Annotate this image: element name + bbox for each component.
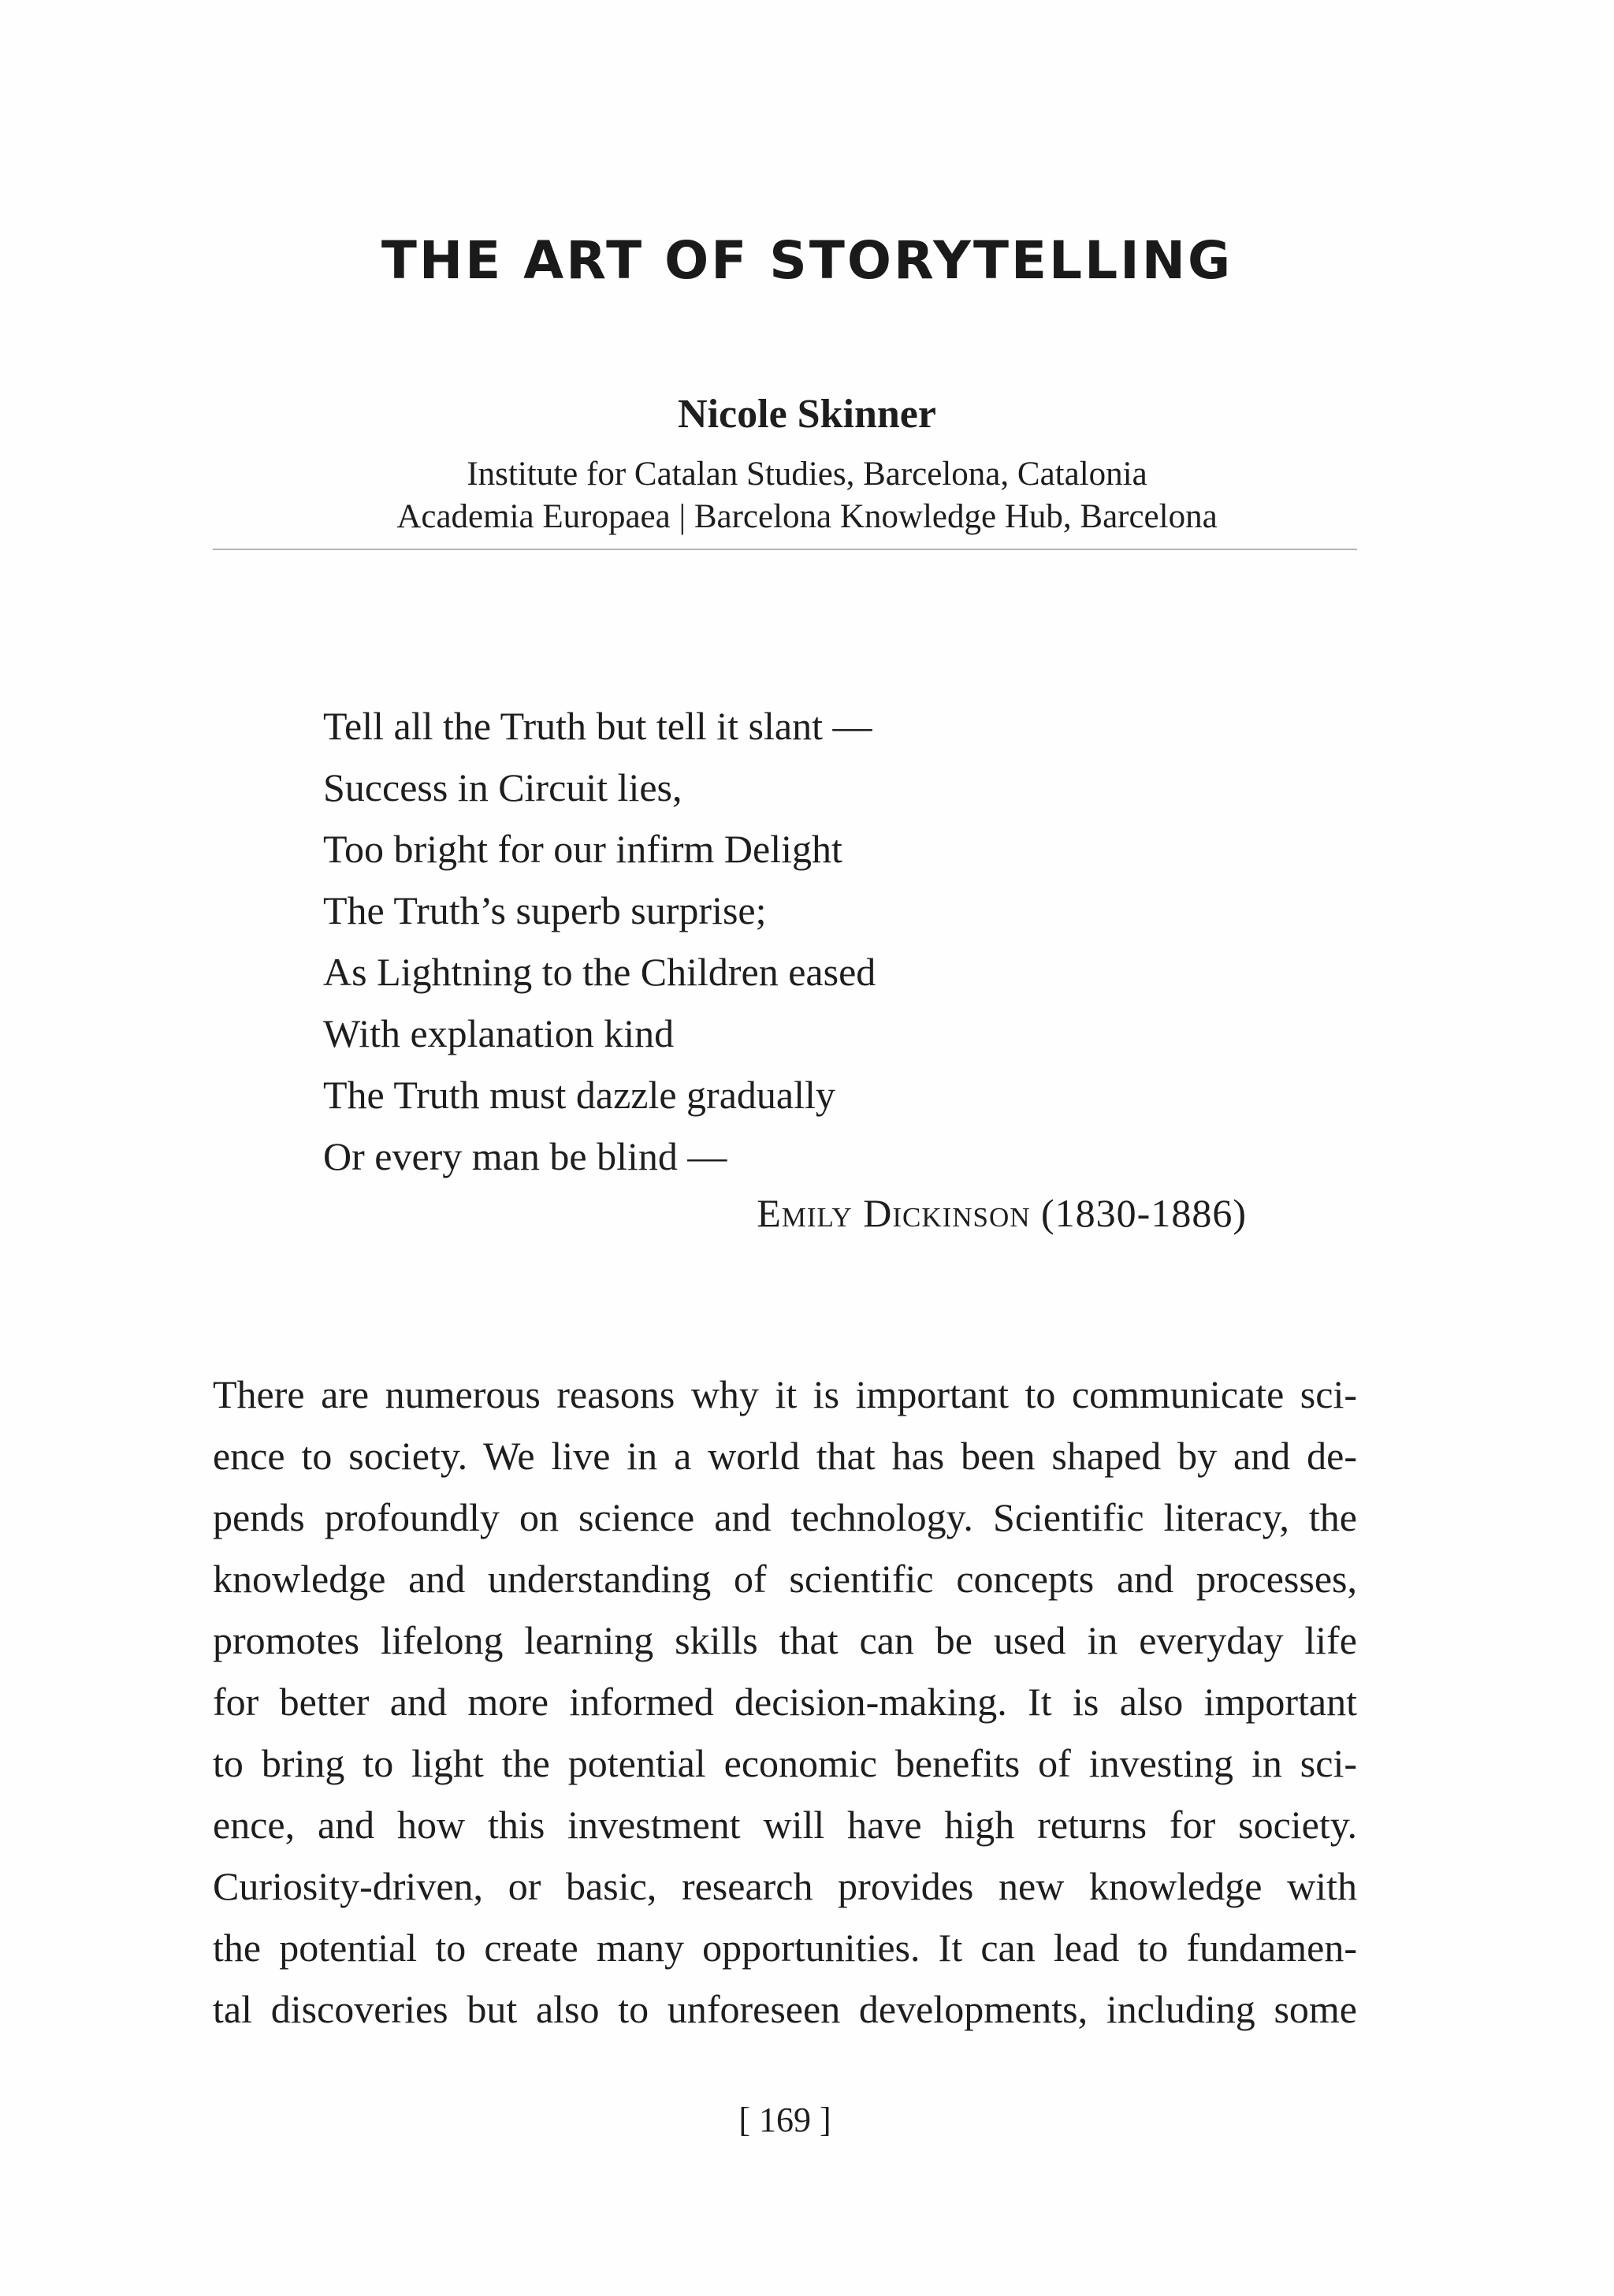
body-line: for better and more informed decision-making. It is also important <box>213 1680 1357 1724</box>
body-line: There are numerous reasons why it is important to communicate sci- <box>213 1372 1357 1416</box>
body-line: ence, and how this investment will have high returns for society. <box>213 1803 1357 1847</box>
chapter-title: THE ART OF STORYTELLING <box>381 230 1233 291</box>
poem-line: The Truth’s superb surprise; <box>323 888 767 932</box>
epigraph-poem <box>323 695 1190 1187</box>
poem-line: Or every man be blind — <box>323 1134 727 1178</box>
poem-line: Tell all the Truth but tell it slant — <box>323 704 872 748</box>
body-line: the potential to create many opportunities. It can lead to fundamen- <box>213 1926 1357 1970</box>
author-affiliation-1: Institute for Catalan Studies, Barcelona, Catalonia <box>467 456 1147 493</box>
poem-line: With explanation kind <box>323 1011 675 1055</box>
poem-line: Success in Circuit lies, <box>323 765 682 809</box>
body-line: tal discoveries but also to unforeseen developments, including some <box>213 1987 1357 2031</box>
body-line: knowledge and understanding of scientific concepts and processes, <box>213 1557 1357 1601</box>
body-line: ence to society. We live in a world that has been shaped by and de- <box>213 1434 1357 1478</box>
body-line: Curiosity-driven, or basic, research provides new knowledge with <box>213 1864 1357 1908</box>
body-line: to bring to light the potential economic benefits of investing in sci- <box>213 1741 1357 1785</box>
poem-line: The Truth must dazzle gradually <box>323 1073 835 1117</box>
header-divider <box>213 549 1357 550</box>
poem-line: As Lightning to the Children eased <box>323 950 876 994</box>
author-affiliation-2: Academia Europaea | Barcelona Knowledge Hub, Barcelona <box>396 498 1218 535</box>
poem-line: Too bright for our infirm Delight <box>323 827 842 871</box>
body-paragraph <box>213 1364 1357 2040</box>
body-line: pends profoundly on science and technology. Scientific literacy, the <box>213 1495 1357 1539</box>
page-number: [ 169 ] <box>738 2101 831 2139</box>
epigraph-attribution: Emily Dickinson (1830-1886) <box>757 1191 1247 1235</box>
body-line: promotes lifelong learning skills that can be used in everyday life <box>213 1618 1357 1662</box>
author-name: Nicole Skinner <box>678 392 936 437</box>
